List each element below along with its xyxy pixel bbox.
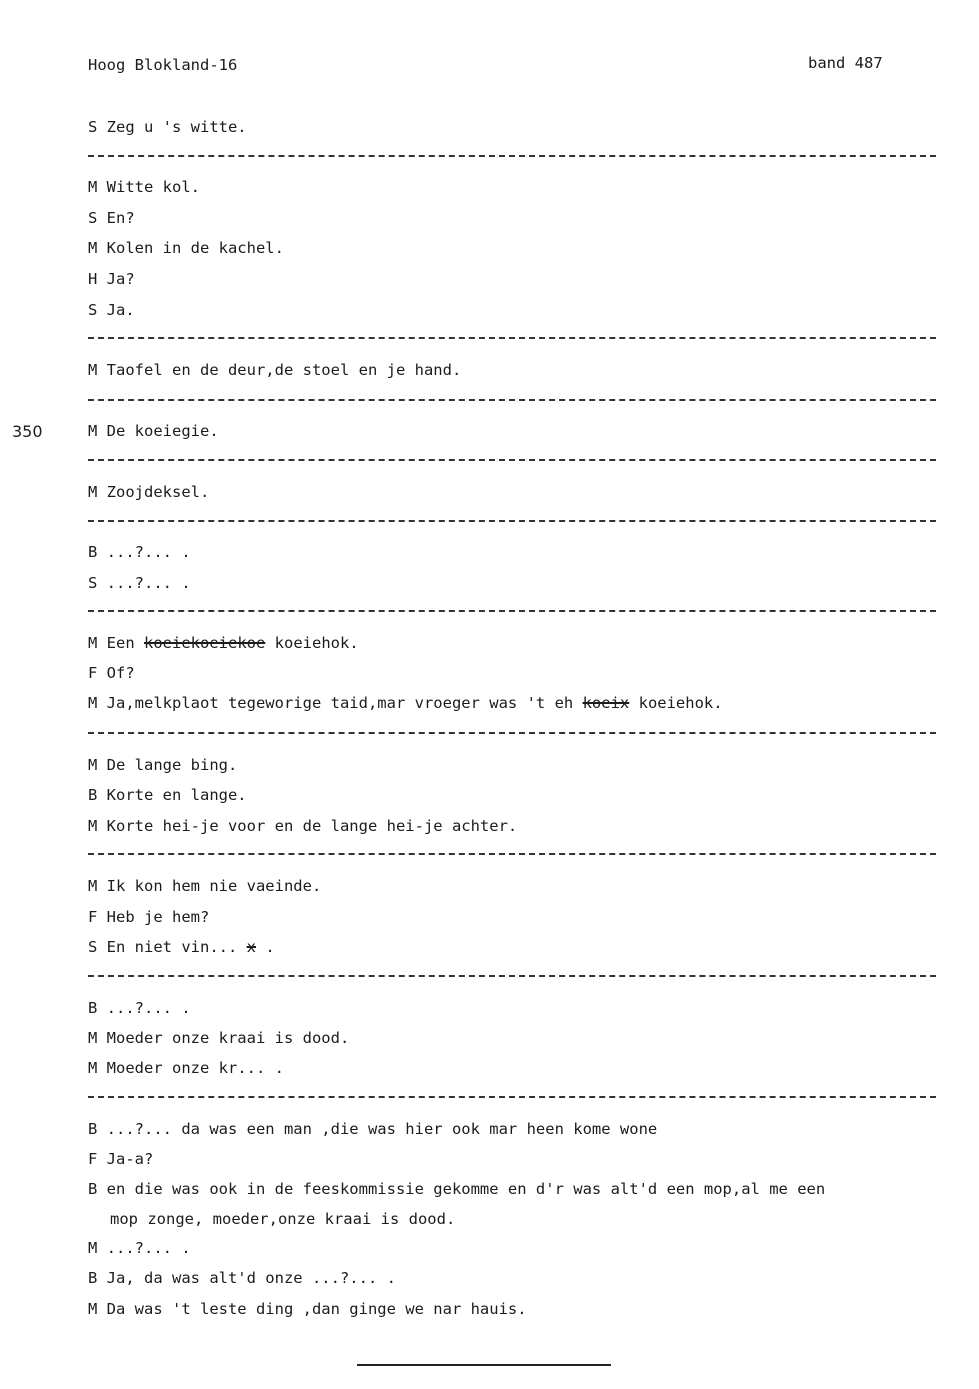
margin-note: 350	[12, 422, 43, 441]
transcript-line: M ...?... .	[88, 1239, 191, 1257]
transcript-line: B ...?... .	[88, 543, 191, 561]
line-text: M Ja,melkplaot tegeworige taid,mar vroeger was 't eh	[88, 694, 583, 712]
transcript-line: M Moeder onze kr... .	[88, 1059, 284, 1077]
section-divider	[88, 520, 936, 522]
transcript-line: M Zoojdeksel.	[88, 483, 210, 501]
section-divider	[88, 732, 936, 734]
section-divider	[88, 610, 936, 612]
line-text: M Een	[88, 634, 144, 652]
section-divider	[88, 975, 936, 977]
struck-text: x	[246, 938, 256, 956]
transcript-line	[88, 634, 359, 652]
section-divider	[88, 853, 936, 855]
transcript-line: M Kolen in de kachel.	[88, 239, 284, 257]
band-number: band 487	[808, 54, 883, 72]
transcript-line: B ...?... da was een man ,die was hier ook mar heen kome wone	[88, 1120, 658, 1138]
struck-text: koeiekoeiekoe	[144, 634, 266, 652]
transcript-line: M De lange bing.	[88, 756, 238, 774]
transcript-line: F Ja-a?	[88, 1150, 154, 1168]
transcript-line-continuation: mop zonge, moeder,onze kraai is dood.	[110, 1210, 456, 1228]
transcript-line: H Ja?	[88, 270, 135, 288]
section-divider	[88, 337, 936, 339]
struck-text: koeix	[582, 694, 630, 712]
transcript-line: M Ik kon hem nie vaeinde.	[88, 877, 322, 895]
section-divider	[88, 1096, 936, 1098]
line-text: koeiehok.	[274, 634, 359, 652]
transcript-line: S Zeg u 's witte.	[88, 118, 247, 136]
transcript-line: M Witte kol.	[88, 178, 200, 196]
transcript-line: M Korte hei-je voor en de lange hei-je achter.	[88, 817, 518, 835]
section-divider	[88, 459, 936, 461]
transcript-line: B Korte en lange.	[88, 786, 247, 804]
transcript-line: M Moeder onze kraai is dood.	[88, 1029, 350, 1047]
section-divider	[88, 155, 936, 157]
transcript-line: S En niet vin... x .	[88, 938, 275, 956]
line-text: koeiehok.	[638, 694, 723, 712]
transcript-line: M De koeiegie.	[88, 422, 219, 440]
transcript-line: F Heb je hem?	[88, 908, 210, 926]
section-divider	[88, 399, 936, 401]
transcript-line: S ...?... .	[88, 574, 191, 592]
transcript-line: M Da was 't leste ding ,dan ginge we nar hauis.	[88, 1300, 527, 1318]
transcript-line: S Ja.	[88, 301, 135, 319]
transcript-line: B ...?... .	[88, 999, 191, 1017]
transcript-line: M Taofel en de deur,de stoel en je hand.	[88, 361, 462, 379]
line-text: S En niet vin...	[88, 938, 247, 956]
transcript-line: B Ja, da was alt'd onze ...?... .	[88, 1269, 396, 1287]
transcript-line: B en die was ook in de feeskommissie gekomme en d'r was alt'd een mop,al me een	[88, 1180, 826, 1198]
document-title: Hoog Blokland-16	[88, 56, 238, 74]
transcript-line	[88, 694, 723, 712]
transcript-line: S En?	[88, 209, 135, 227]
end-rule	[357, 1364, 611, 1366]
transcript-line: F Of?	[88, 664, 135, 682]
